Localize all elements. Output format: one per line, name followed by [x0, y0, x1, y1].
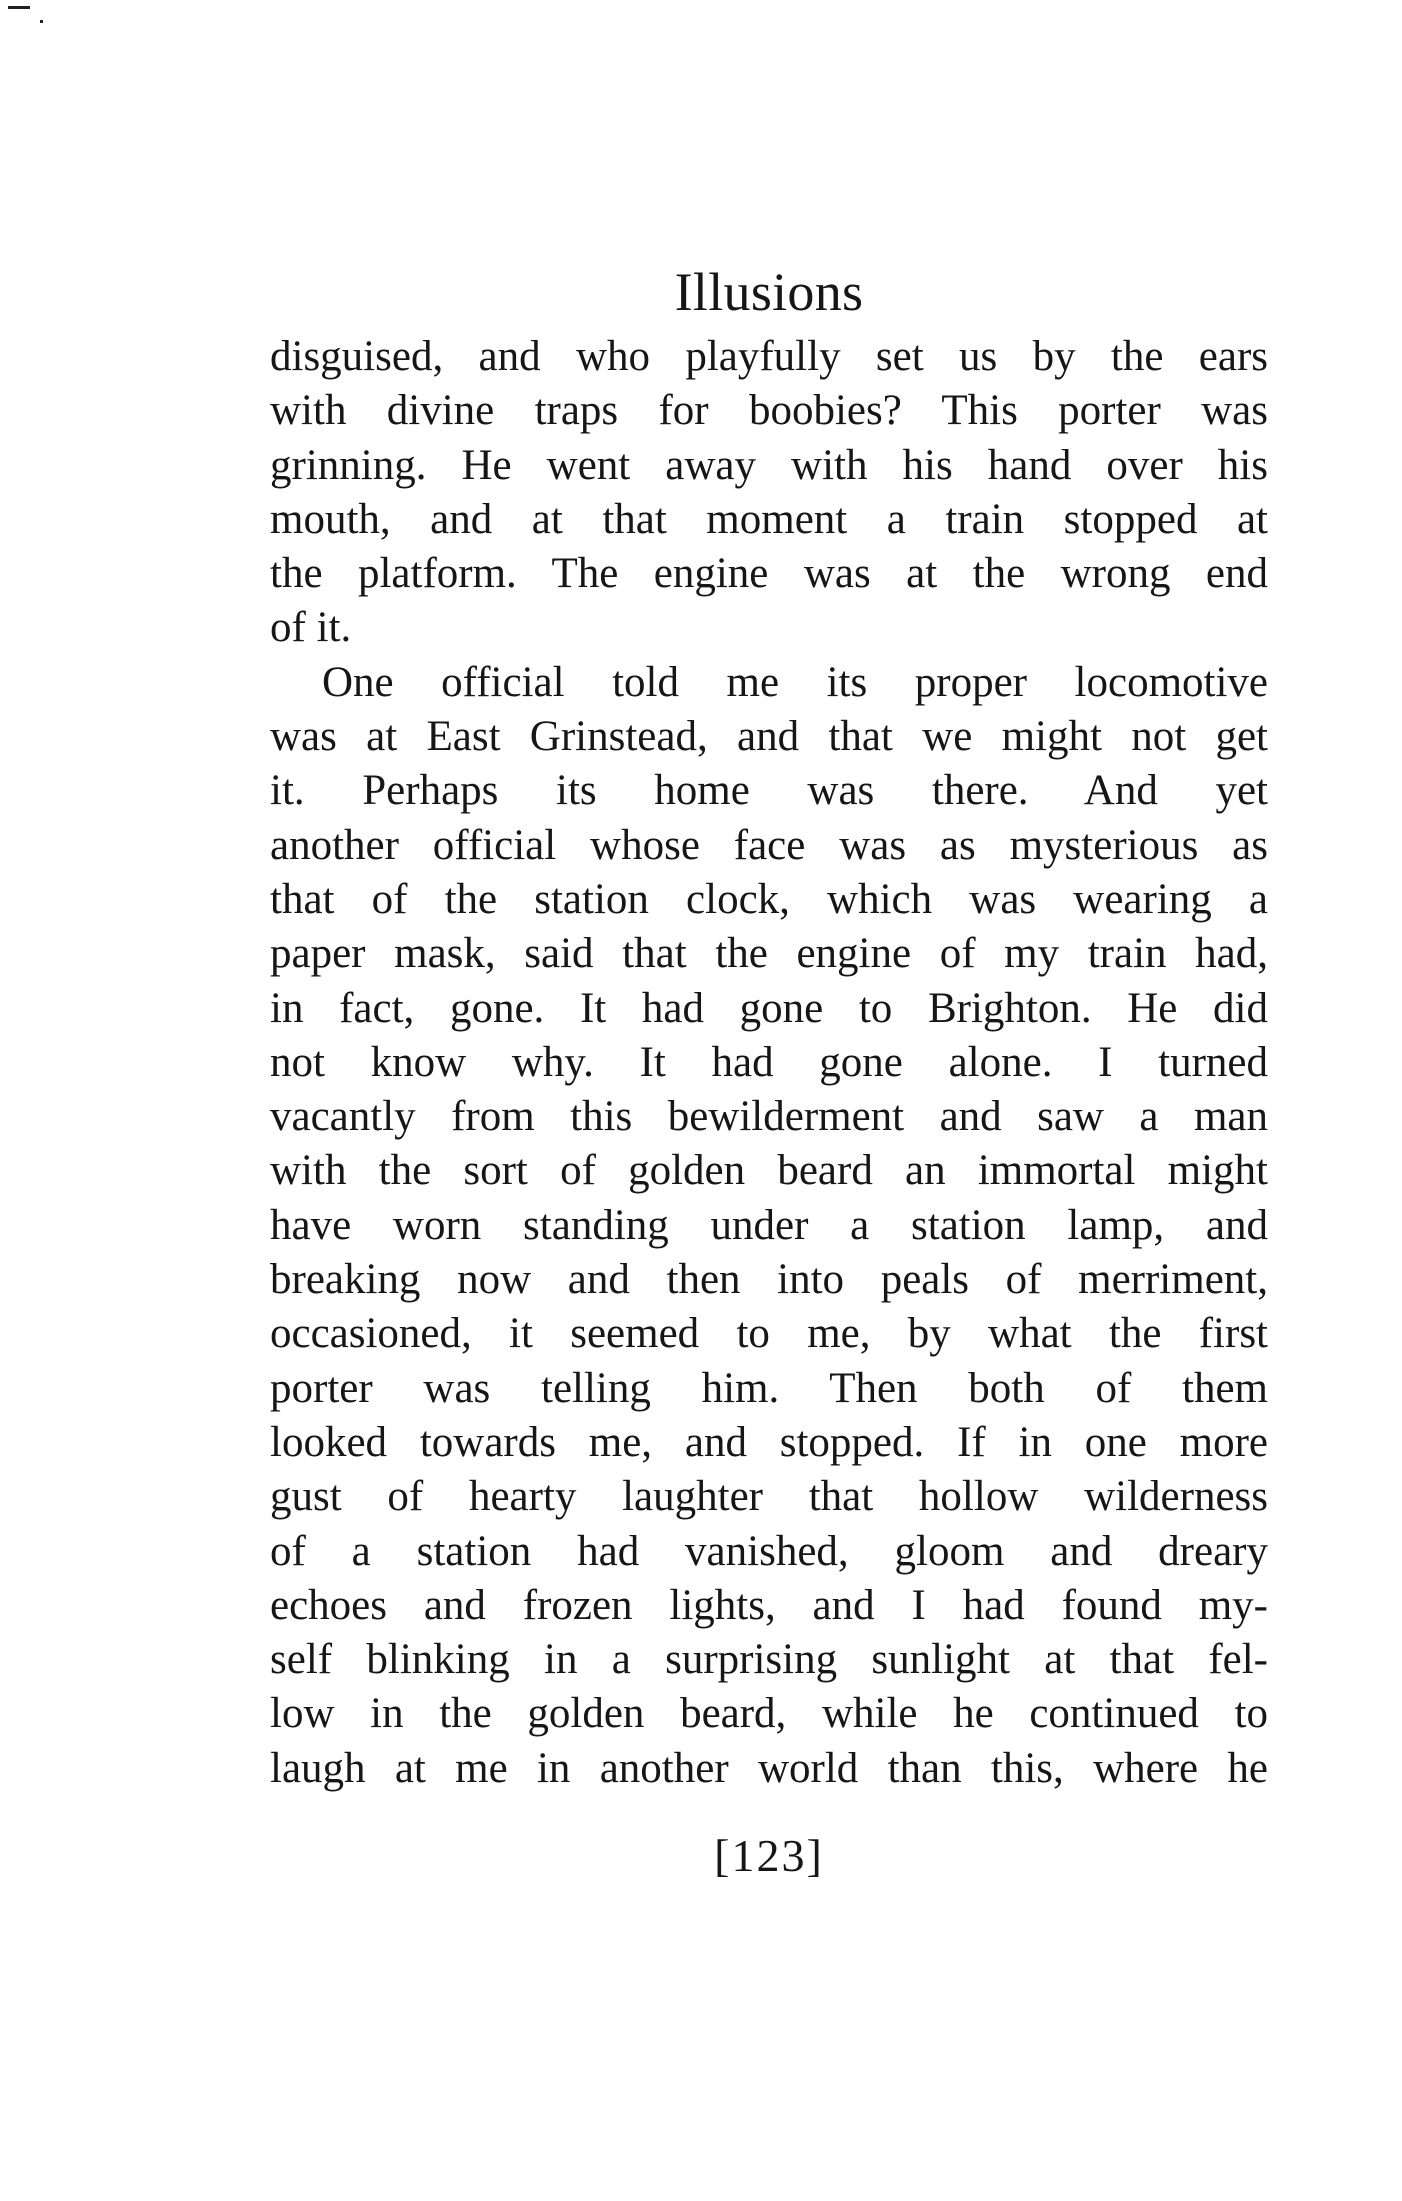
text-line: low in the golden beard, while he continued to — [270, 1690, 1268, 1738]
text-line: occasioned, it seemed to me, by what the first — [270, 1310, 1268, 1358]
text-line: was at East Grinstead, and that we might not get — [270, 713, 1268, 761]
scan-mark — [40, 20, 43, 23]
text-line: with the sort of golden beard an immortal might — [270, 1147, 1268, 1195]
text-line: breaking now and then into peals of merriment, — [270, 1256, 1268, 1304]
running-head: Illusions — [674, 262, 864, 322]
text-line: self blinking in a surprising sunlight at that fel- — [270, 1636, 1268, 1684]
text-line: One official told me its proper locomotive — [322, 658, 1268, 706]
text-line: looked towards me, and stopped. If in one more — [270, 1418, 1268, 1466]
body-text — [270, 330, 1268, 1796]
text-line: echoes and frozen lights, and I had found my- — [270, 1581, 1268, 1629]
text-line: that of the station clock, which was wearing a — [270, 875, 1268, 923]
page-number: [123] — [714, 1830, 824, 1881]
text-line: mouth, and at that moment a train stopped at — [270, 495, 1268, 543]
text-line: of a station had vanished, gloom and dreary — [270, 1527, 1268, 1575]
text-line: vacantly from this bewilderment and saw a man — [270, 1093, 1268, 1141]
text-line: grinning. He went away with his hand over his — [270, 441, 1268, 489]
text-line: in fact, gone. It had gone to Brighton. He did — [270, 984, 1268, 1032]
text-line: disguised, and who playfully set us by the ears — [270, 333, 1268, 380]
text-line: of it. — [270, 604, 352, 652]
text-line: another official whose face was as mysterious as — [270, 821, 1268, 869]
scan-mark — [8, 6, 30, 9]
text-line: it. Perhaps its home was there. And yet — [270, 767, 1268, 815]
text-line: paper mask, said that the engine of my train had, — [270, 930, 1268, 978]
text-line: gust of hearty laughter that hollow wilderness — [270, 1473, 1268, 1521]
text-line: porter was telling him. Then both of them — [270, 1364, 1268, 1412]
text-line: with divine traps for boobies? This porter was — [270, 387, 1268, 435]
text-line: have worn standing under a station lamp, and — [270, 1201, 1268, 1249]
text-line: laugh at me in another world than this, where he — [270, 1744, 1268, 1792]
text-line: the platform. The engine was at the wrong end — [270, 550, 1268, 598]
text-line: not know why. It had gone alone. I turned — [270, 1038, 1268, 1086]
